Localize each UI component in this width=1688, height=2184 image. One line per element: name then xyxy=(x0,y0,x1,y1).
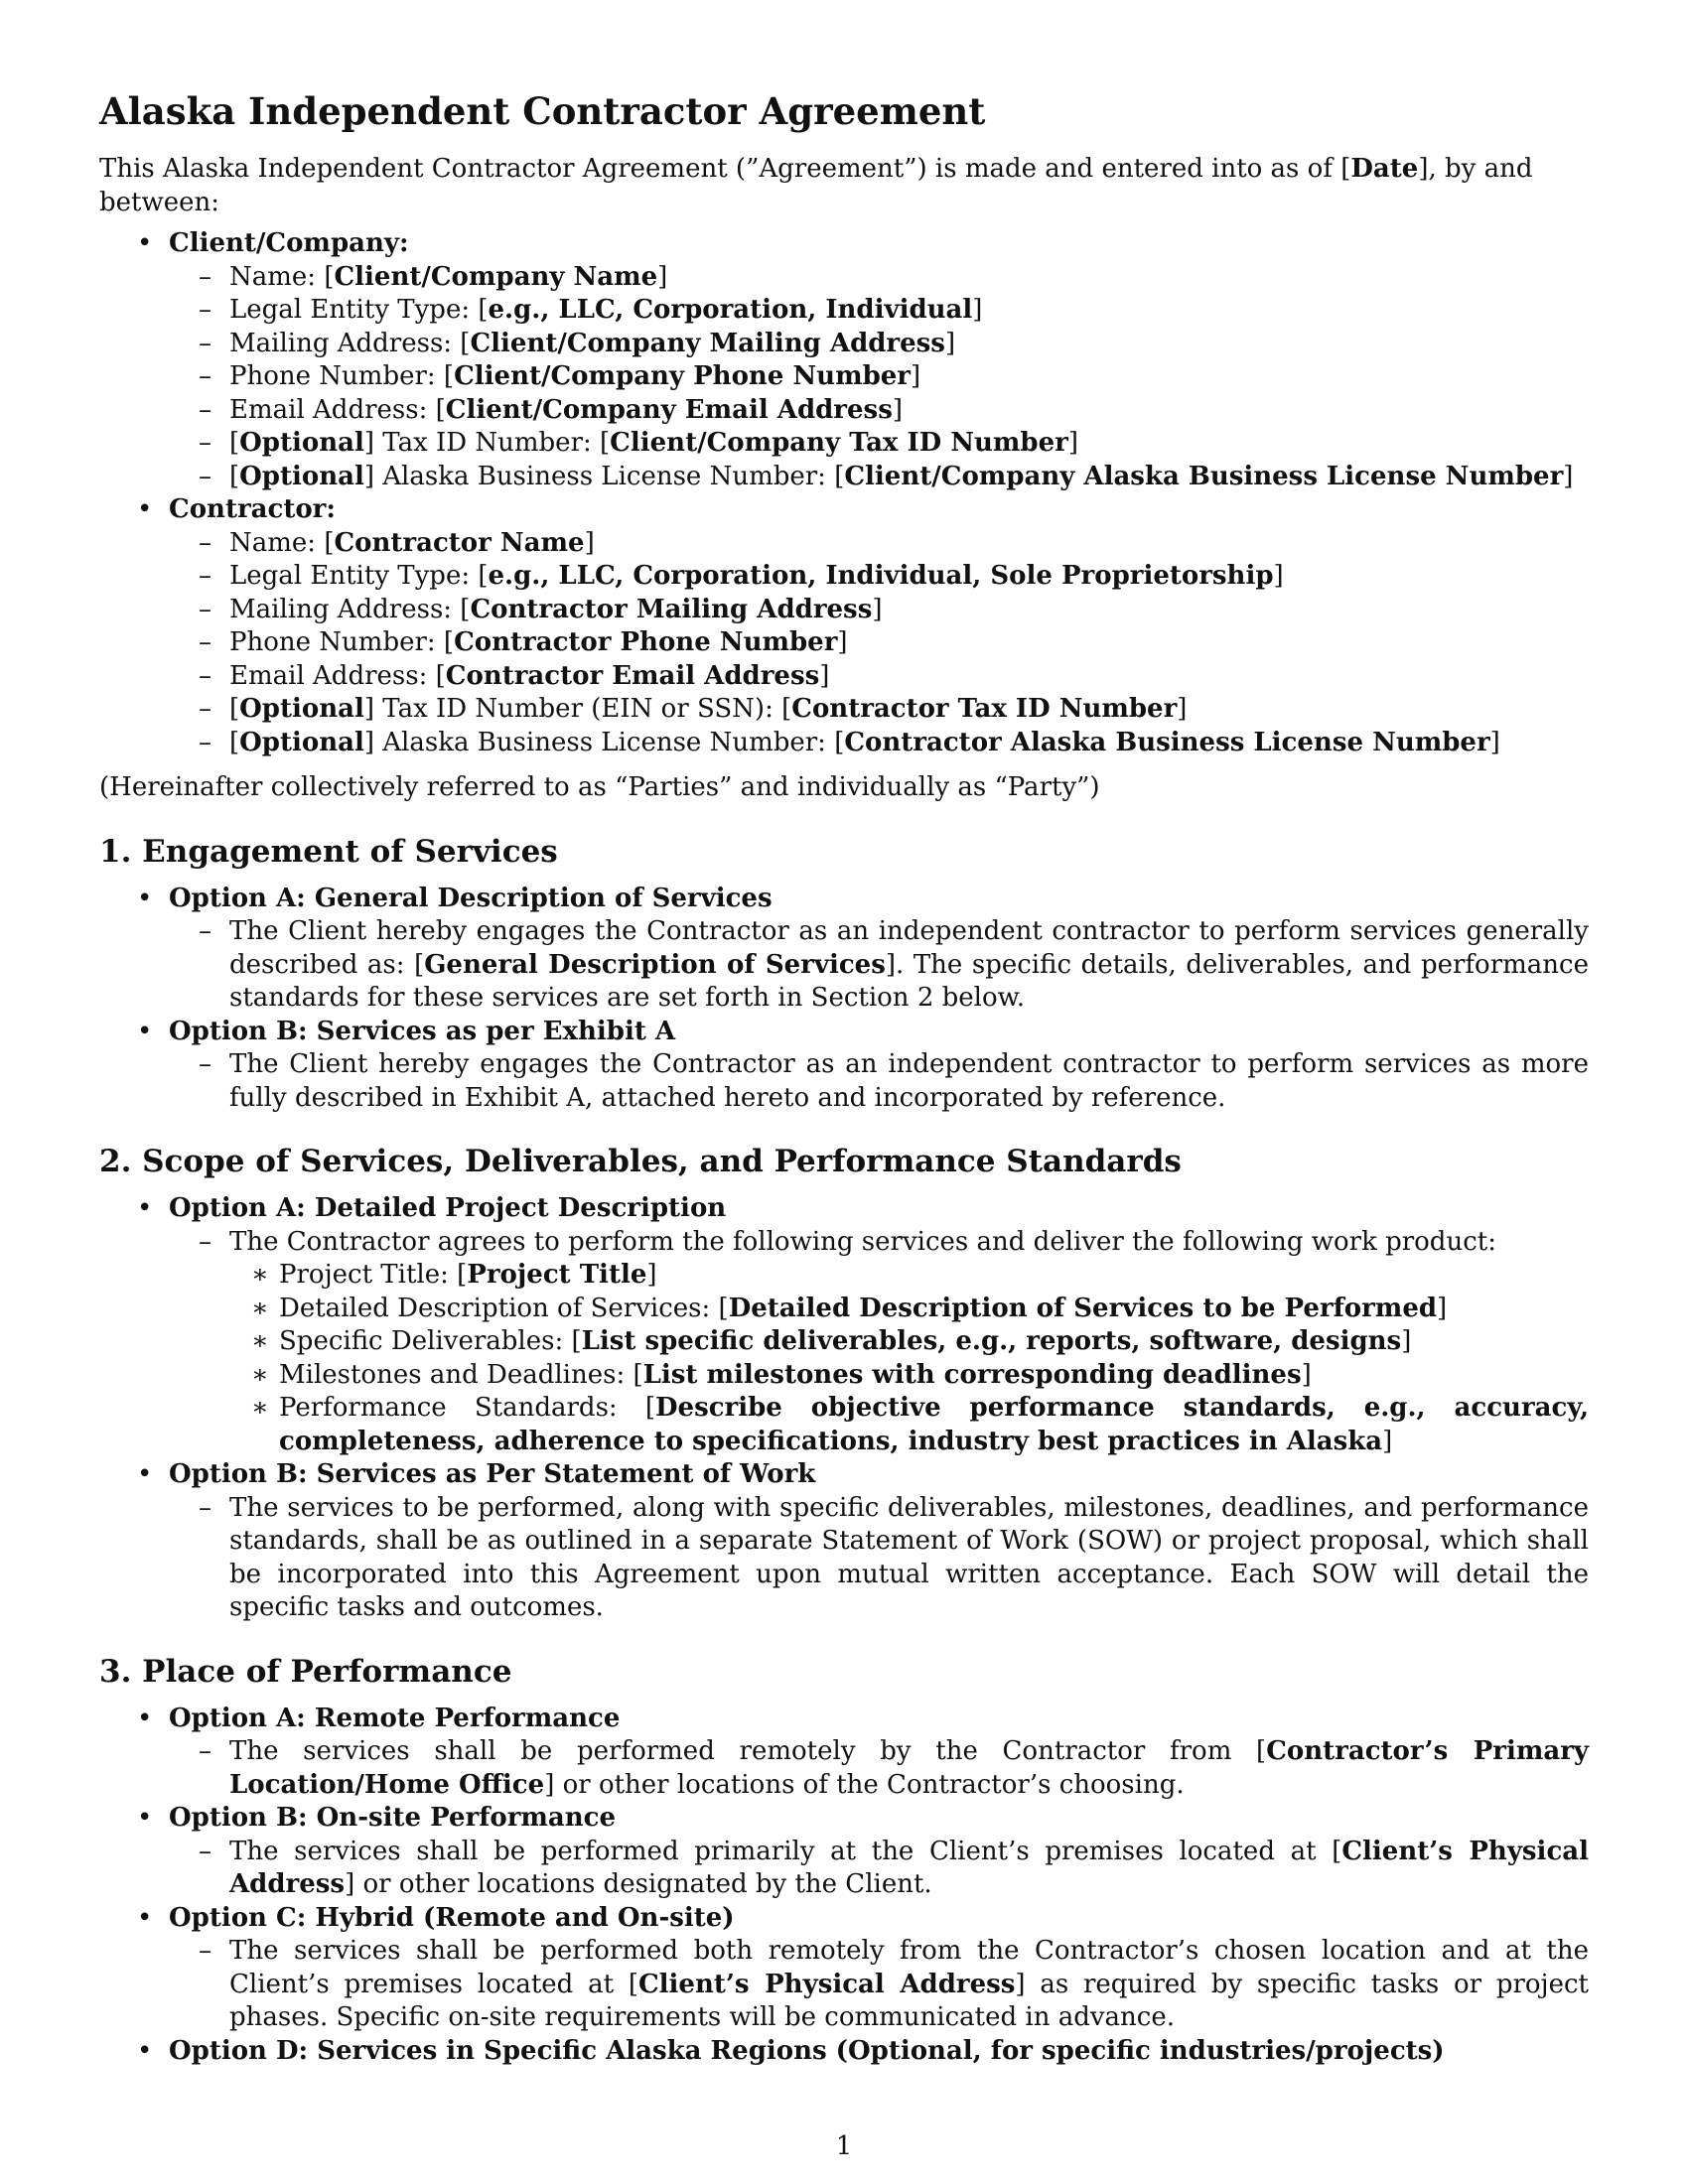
client-field xyxy=(169,261,1589,295)
option-title: Option A: General Description of Services xyxy=(169,883,773,913)
option-details xyxy=(169,915,1589,1016)
field-placeholder: Contractor Email Address xyxy=(445,660,820,691)
bracket: ] xyxy=(1273,561,1284,591)
field-label: Mailing Address: [ xyxy=(229,328,471,358)
option-text xyxy=(169,1935,1589,2035)
option-item xyxy=(99,1016,1589,1116)
contractor-block xyxy=(99,493,1589,759)
field-label: ] Alaska Business License Number: [ xyxy=(363,461,845,491)
option-details xyxy=(169,1492,1589,1625)
option-title: Option B: Services as per Exhibit A xyxy=(169,1016,676,1046)
section-heading-engagement: 1. Engagement of Services xyxy=(99,833,558,870)
field-placeholder: Client/Company Tax ID Number xyxy=(610,428,1068,458)
bracket: [ xyxy=(229,461,240,491)
field-label: ] Tax ID Number (EIN or SSN): [ xyxy=(363,694,792,724)
text: The services shall be performed remotely by the Contractor from [ xyxy=(229,1736,1267,1766)
option-details xyxy=(169,1735,1589,1802)
intro-text-end: ], by and between: xyxy=(99,154,1533,217)
field-placeholder: Client/Company Phone Number xyxy=(454,361,912,391)
placeholder: Contractor’s Primary Location/Home Office xyxy=(229,1736,1589,1800)
text: ] or other locations of the Contractor’s choosing. xyxy=(544,1769,1185,1800)
field-placeholder: Contractor Phone Number xyxy=(454,627,838,657)
text: ] as required by specific tasks or project phases. Specific on-site requirements will be communicated in advance. xyxy=(229,1969,1590,2032)
contractor-optional-field xyxy=(169,693,1589,727)
placeholder: General Description of Services xyxy=(424,949,886,980)
option-item xyxy=(99,883,1589,1016)
option-title: Option D: Services in Specific Alaska Regions (Optional, for specific industries/projects) xyxy=(169,2035,1445,2066)
parties-list xyxy=(99,227,1589,759)
client-heading: Client/Company: xyxy=(169,228,409,258)
parties-note: (Hereinafter collectively referred to as “Parties” and individually as “Party”) xyxy=(99,772,1100,802)
intro-text: This Alaska Independent Contractor Agreement (”Agreement”) is made and entered into as of [ xyxy=(99,154,1351,184)
field-label: Name: [ xyxy=(229,261,335,292)
field-label: Phone Number: [ xyxy=(229,627,455,657)
client-field xyxy=(169,394,1589,428)
bracket: ] xyxy=(872,594,883,624)
option-item xyxy=(99,2035,1589,2069)
bracket: ] xyxy=(1437,1293,1448,1323)
bracket: [ xyxy=(229,428,240,458)
document-page xyxy=(99,83,1589,2090)
section-heading-scope: 2. Scope of Services, Deliverables, and Performance Standards xyxy=(99,1144,1182,1179)
text: The Client hereby engages the Contractor as an independent contractor to perform services generally described as: [ xyxy=(229,916,1589,980)
bracket: [ xyxy=(229,727,240,757)
client-optional-field xyxy=(169,461,1589,494)
contractor-optional-field xyxy=(169,727,1589,760)
field-label: Email Address: [ xyxy=(229,660,446,691)
bracket: ] xyxy=(911,361,921,391)
section-options xyxy=(99,1703,1589,2069)
client-field xyxy=(169,328,1589,361)
contractor-heading: Contractor: xyxy=(169,494,336,524)
project-fields xyxy=(229,1259,1589,1458)
field-label: Performance Standards: [ xyxy=(279,1393,655,1423)
text: ]. The specific details, deliverables, and performance standards for these services are set forth in Section 2 below. xyxy=(229,949,1589,1013)
field-label: Milestones and Deadlines: [ xyxy=(279,1359,643,1390)
bracket: ] xyxy=(837,627,848,657)
option-item xyxy=(99,1192,1589,1458)
section-heading-place: 3. Place of Performance xyxy=(99,1653,512,1690)
client-block xyxy=(99,227,1589,493)
bracket: ] xyxy=(1177,694,1188,724)
placeholder: Client’s Physical Address xyxy=(637,1969,1016,1999)
page-number: 1 xyxy=(835,2131,853,2161)
field-placeholder: Client/Company Email Address xyxy=(445,394,893,425)
bracket: ] xyxy=(646,1260,657,1290)
bracket: ] xyxy=(1489,727,1500,757)
bracket: ] xyxy=(819,660,830,691)
field-placeholder: e.g., LLC, Corporation, Individual xyxy=(488,295,973,325)
field-placeholder: Project Title xyxy=(467,1260,647,1290)
option-item xyxy=(99,1703,1589,1803)
client-optional-field xyxy=(169,427,1589,461)
field-placeholder: Detailed Description of Services to be Performed xyxy=(728,1293,1438,1323)
optional-tag: Optional xyxy=(239,694,364,724)
text: The services shall be performed both remotely from the Contractor’s chosen location and at the Client’s premises located at [ xyxy=(229,1936,1589,1999)
bracket: ] xyxy=(892,394,903,425)
field-label: Legal Entity Type: [ xyxy=(229,295,489,325)
field-placeholder: List milestones with corresponding deadlines xyxy=(642,1359,1302,1390)
field-placeholder: Contractor Tax ID Number xyxy=(791,694,1178,724)
field-label: ] Alaska Business License Number: [ xyxy=(363,727,845,757)
project-field xyxy=(229,1293,1589,1326)
field-label: ] Tax ID Number: [ xyxy=(363,428,611,458)
field-label: Legal Entity Type: [ xyxy=(229,561,489,591)
option-text xyxy=(169,1226,1589,1459)
field-label: Specific Deliverables: [ xyxy=(279,1326,582,1356)
option-title: Option B: On-site Performance xyxy=(169,1803,617,1833)
bracket: [ xyxy=(229,694,240,724)
bracket: ] xyxy=(972,295,983,325)
client-field xyxy=(169,360,1589,394)
field-placeholder: List specific deliverables, e.g., reports, software, designs xyxy=(581,1326,1402,1356)
option-title: Option A: Detailed Project Description xyxy=(169,1193,727,1223)
option-title: Option C: Hybrid (Remote and On-site) xyxy=(169,1902,735,1933)
bracket: ] xyxy=(1301,1359,1312,1390)
field-label: Phone Number: [ xyxy=(229,361,455,391)
field-placeholder: Contractor Name xyxy=(334,527,585,558)
client-field xyxy=(169,294,1589,328)
project-field xyxy=(229,1325,1589,1359)
bracket: ] xyxy=(1067,428,1078,458)
bracket: ] xyxy=(1563,461,1574,491)
document-title: Alaska Independent Contractor Agreement xyxy=(99,89,986,133)
option-text xyxy=(169,1735,1589,1802)
field-placeholder: Client/Company Alaska Business License Number xyxy=(844,461,1564,491)
text: The Contractor agrees to perform the following services and deliver the following work product: xyxy=(229,1226,1496,1257)
project-field xyxy=(229,1259,1589,1293)
field-placeholder: Contractor Alaska Business License Number xyxy=(844,727,1490,757)
contractor-fields xyxy=(169,527,1589,760)
contractor-field xyxy=(169,527,1589,561)
option-item xyxy=(99,1802,1589,1902)
option-text xyxy=(169,1836,1589,1902)
option-details xyxy=(169,1935,1589,2035)
field-placeholder: Describe objective performance standards, e.g., accuracy, completeness, adherence to specifications, industry best practices in Alaska xyxy=(279,1393,1589,1456)
field-label: Email Address: [ xyxy=(229,394,446,425)
bracket: ] xyxy=(1382,1426,1393,1456)
field-label: Detailed Description of Services: [ xyxy=(279,1293,729,1323)
bracket: ] xyxy=(944,328,956,358)
option-title: Option A: Remote Performance xyxy=(169,1703,621,1733)
field-placeholder: Client/Company Mailing Address xyxy=(470,328,945,358)
field-placeholder: Client/Company Name xyxy=(334,261,658,292)
option-text: – The Client hereby engages the Contractor as an independent contractor to perform services as more fully described in Exhibit A, attached hereto and incorporated by reference. xyxy=(169,1048,1589,1115)
field-placeholder: e.g., LLC, Corporation, Individual, Sole Proprietorship xyxy=(488,561,1274,591)
project-field xyxy=(229,1392,1589,1458)
contractor-field xyxy=(169,594,1589,627)
option-details xyxy=(169,1836,1589,1902)
client-fields xyxy=(169,261,1589,494)
bracket: ] xyxy=(584,527,595,558)
contractor-field xyxy=(169,560,1589,594)
section-options xyxy=(99,1192,1589,1625)
bracket: ] xyxy=(1401,1326,1412,1356)
option-details xyxy=(169,1048,1589,1115)
optional-tag: Optional xyxy=(239,428,364,458)
project-field xyxy=(229,1359,1589,1393)
section-options xyxy=(99,883,1589,1116)
bracket: ] xyxy=(657,261,668,292)
optional-tag: Optional xyxy=(239,461,364,491)
option-text xyxy=(169,915,1589,1016)
option-text: – The services to be performed, along with specific deliverables, milestones, deadlines, and performance standards, shall be as outlined in a separate Statement of Work (SOW) or project proposal, which shall be incorporated into this Agreement upon mutual written acceptance. Each SOW will detail the specific tasks and outcomes. xyxy=(169,1492,1589,1625)
field-label: Name: [ xyxy=(229,527,335,558)
field-placeholder: Contractor Mailing Address xyxy=(470,594,873,624)
optional-tag: Optional xyxy=(239,727,364,757)
option-title: Option B: Services as Per Statement of Work xyxy=(169,1459,816,1489)
placeholder: Client’s Physical Address xyxy=(229,1836,1589,1899)
option-item xyxy=(99,1458,1589,1625)
field-label: Project Title: [ xyxy=(279,1260,468,1290)
date-placeholder: Date xyxy=(1350,154,1419,184)
option-item xyxy=(99,1902,1589,2035)
contractor-field xyxy=(169,660,1589,694)
text: The services shall be performed primarily at the Client’s premises located at [ xyxy=(229,1836,1342,1866)
contractor-field xyxy=(169,626,1589,660)
text: ] or other locations designated by the Client. xyxy=(345,1869,932,1899)
intro-paragraph xyxy=(99,153,1589,219)
option-details xyxy=(169,1226,1589,1459)
field-label: Mailing Address: [ xyxy=(229,594,471,624)
